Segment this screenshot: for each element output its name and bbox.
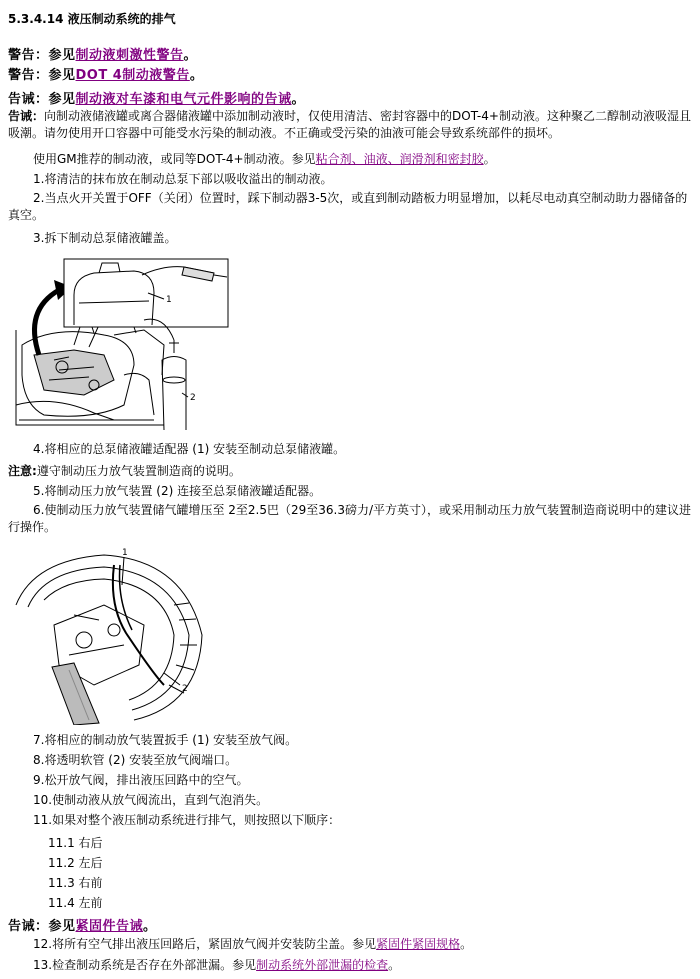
step-3: 3.拆下制动总泵储液罐盖。 xyxy=(33,231,177,245)
fig1-callout-2: 2 xyxy=(190,393,196,403)
caution-paint: 告诫：参见制动液对车漆和电气元件影响的告诫。 xyxy=(8,92,306,107)
figure-bleeder-valve xyxy=(14,545,204,725)
link-dot4-warning[interactable]: DOT 4制动液警告 xyxy=(75,68,190,83)
step-1: 1.将清洁的抹布放在制动总泵下部以吸收溢出的制动液。 xyxy=(33,172,333,186)
warning-irritant: 警告：参见制动液刺激性警告。 xyxy=(8,48,198,63)
note-paragraph: 注意:遵守制动压力放气装置制造商的说明。 xyxy=(8,464,241,478)
fig2-callout-1: 1 xyxy=(122,548,128,558)
fig2-callout-2: 2 xyxy=(182,684,188,694)
substep-11-1: 11.1 右后 xyxy=(48,836,103,850)
figure-reservoir-bleeder xyxy=(14,255,230,430)
substep-11-2: 11.2 左后 xyxy=(48,856,103,870)
step-7: 7.将相应的制动放气装置扳手 (1) 安装至放气阀。 xyxy=(33,733,298,747)
link-adhesives-fluids[interactable]: 粘合剂、油液、润滑剂和密封胶 xyxy=(315,152,484,166)
link-irritant-warning[interactable]: 制动液刺激性警告 xyxy=(75,48,184,63)
link-fastener-caution[interactable]: 紧固件告诫 xyxy=(75,919,144,934)
fig1-callout-1: 1 xyxy=(166,295,172,305)
step-11: 11.如果对整个液压制动系统进行排气，则按照以下顺序： xyxy=(33,813,341,827)
page-title: 5.3.4.14 液压制动系统的排气 xyxy=(8,12,176,26)
link-fastener-spec[interactable]: 紧固件紧固规格 xyxy=(376,937,461,951)
step-9: 9.松开放气阀，排出液压回路中的空气。 xyxy=(33,773,249,787)
step-5: 5.将制动压力放气装置 (2) 连接至总泵储液罐适配器。 xyxy=(33,484,322,498)
step-10: 10.使制动液从放气阀流出，直到气泡消失。 xyxy=(33,793,269,807)
link-external-leak-check[interactable]: 制动系统外部泄漏的检查 xyxy=(256,958,389,972)
caution-paragraph: 告诫：向制动液储液罐或离合器储液罐中添加制动液时，仅使用清洁、密封容器中的DOT-4+制动液。这种聚乙二醇制动液吸湿且吸潮。请勿使用开口容器中可能受水污染的制动液。不正确或受污染的油液可能会导致系统部件的损坏。 xyxy=(8,109,691,140)
caution-fastener: 告诫：参见紧固件告诫。 xyxy=(8,919,157,934)
warning-dot4: 警告：参见DOT 4制动液警告。 xyxy=(8,68,204,83)
step-8: 8.将透明软管 (2) 安装至放气阀端口。 xyxy=(33,753,238,767)
gm-fluid-paragraph: 使用GM推荐的制动液，或同等DOT-4+制动液。参见粘合剂、油液、润滑剂和密封胶。 xyxy=(33,152,496,166)
step-6: 6.使制动压力放气装置储气罐增压至 2至2.5巴（29至36.3磅力/平方英寸），或采用制动压力放气装置制造商说明中的建议进行操作。 xyxy=(8,503,692,534)
step-13: 13.检查制动系统是否存在外部泄漏。参见制动系统外部泄漏的检查。 xyxy=(33,958,401,972)
substep-11-3: 11.3 右前 xyxy=(48,876,103,890)
link-paint-caution[interactable]: 制动液对车漆和电气元件影响的告诫 xyxy=(75,92,292,107)
substep-11-4: 11.4 左前 xyxy=(48,896,103,910)
step-4: 4.将相应的总泵储液罐适配器 (1) 安装至制动总泵储液罐。 xyxy=(33,442,346,456)
step-2: 2.当点火开关置于OFF（关闭）位置时，踩下制动器3-5次，或直到制动踏板力明显增加，以耗尽电动真空制动助力器储备的真空。 xyxy=(8,191,688,222)
step-12: 12.将所有空气排出液压回路后，紧固放气阀并安装防尘盖。参见紧固件紧固规格。 xyxy=(33,937,473,951)
